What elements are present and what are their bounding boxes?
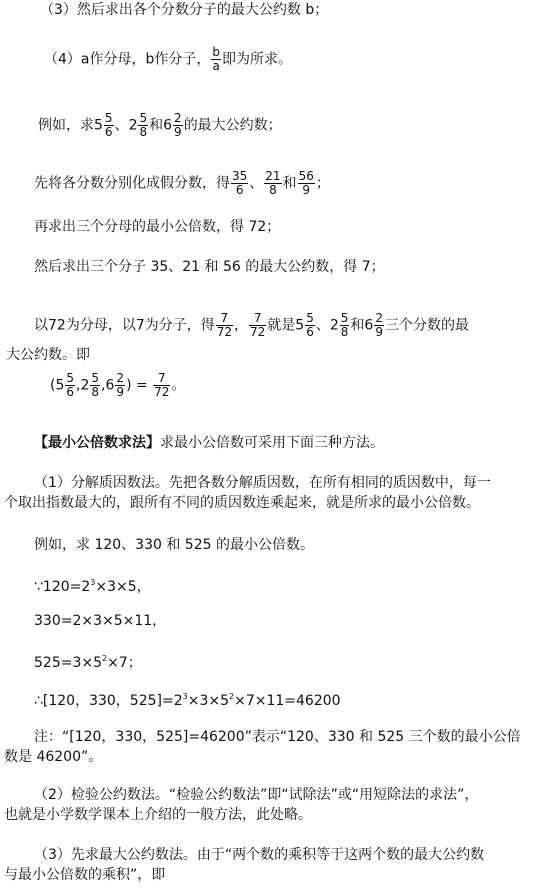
whole: 5 <box>94 117 103 134</box>
denominator: 6 <box>66 385 75 399</box>
heading-label: 【最小公倍数求法】 <box>34 435 160 451</box>
line-step4 <box>44 46 292 73</box>
whole: 6 <box>163 117 173 134</box>
text: 例如，求 <box>38 117 94 134</box>
text: 、 <box>114 117 129 134</box>
fraction <box>65 372 75 399</box>
text: ； <box>315 175 330 192</box>
fraction <box>115 372 125 399</box>
text: 的最大公约数； <box>183 117 282 134</box>
denominator: 6 <box>104 125 113 139</box>
text: （4）a作分母，b作分子， <box>44 51 211 68</box>
exponent: 2 <box>102 654 108 663</box>
text: ， <box>234 317 249 334</box>
exponent: 3 <box>182 692 188 701</box>
denominator: 8 <box>91 385 100 399</box>
text: 525=3×5 <box>34 655 102 671</box>
numerator: 2 <box>174 111 182 125</box>
method1-line2: 个取出指数最大的，跟所有不同的质因数连乘起来，就是所求的最小公倍数。 <box>4 495 480 511</box>
text: 求最小公倍数可采用下面三种方法。 <box>160 435 384 451</box>
denominator: 9 <box>302 183 311 197</box>
text: 、 <box>315 317 330 334</box>
numerator: 5 <box>340 311 349 325</box>
denominator: 6 <box>235 183 244 197</box>
text: ∵120=2 <box>34 579 91 595</box>
line-gcd-numerators: 然后求出三个分子 35、21 和 56 的最大公约数，得 7； <box>34 259 385 275</box>
fraction <box>153 372 170 399</box>
method1-line1: （1）分解质因数法。先把各数分解质因数，在所有相同的质因数中，每一 <box>34 475 491 491</box>
factor-525 <box>34 650 142 672</box>
factor-120 <box>34 574 151 596</box>
text: 就是 <box>267 317 296 334</box>
text: ( <box>50 377 56 394</box>
numerator: 5 <box>91 371 100 385</box>
whole: 6 <box>105 377 115 394</box>
section-heading-lcm <box>34 434 384 452</box>
method2-line2: 也就是小学数学课本上介绍的一般方法，此处略。 <box>4 807 312 823</box>
note-line2: 数是 46200”。 <box>4 749 103 765</box>
whole: 5 <box>295 317 305 334</box>
fraction <box>138 112 148 139</box>
denominator: 72 <box>250 325 266 339</box>
text: 和 <box>149 117 164 134</box>
fraction <box>374 312 384 339</box>
fraction <box>264 170 281 197</box>
fraction <box>90 372 100 399</box>
numerator: 2 <box>116 371 125 385</box>
denominator: 8 <box>139 125 148 139</box>
fraction <box>231 170 248 197</box>
method3-line1: （3）先求最大公约数法。由于“两个数的乘积等于这两个数的最大公约数 <box>34 847 485 863</box>
numerator: 7 <box>249 312 266 326</box>
text: ×3×5， <box>95 579 151 595</box>
line-improper-fractions <box>34 170 330 197</box>
exponent: 3 <box>90 578 96 587</box>
whole: 6 <box>364 317 374 334</box>
text: 以72为分母，以7为分子，得 <box>34 317 215 334</box>
text: 即为所求。 <box>222 51 292 68</box>
text: ×7×11=46200 <box>234 693 341 709</box>
denominator: 72 <box>216 325 233 339</box>
fraction <box>340 312 350 339</box>
line-step3: （3）然后求出各个分数分子的最大公约数 b； <box>40 2 329 18</box>
numerator: 21 <box>265 169 281 183</box>
text: 。 <box>171 377 186 394</box>
fraction <box>298 170 315 197</box>
exponent: 2 <box>229 692 235 701</box>
numerator: 7 <box>216 312 233 326</box>
text: 和 <box>350 317 365 334</box>
numerator: 5 <box>66 371 75 385</box>
text: 、 <box>249 175 264 192</box>
denominator: 72 <box>154 385 170 399</box>
text: ∴[120，330，525]=2 <box>34 693 183 709</box>
text: 三个分数的最 <box>384 317 469 334</box>
denominator: 9 <box>174 125 182 139</box>
line-gcd-formula <box>50 372 185 399</box>
numerator: 7 <box>153 372 170 386</box>
numerator: 2 <box>375 311 383 325</box>
numerator: 56 <box>298 169 314 183</box>
line-lcm-denominators: 再求出三个分母的最小公倍数，得 72； <box>34 219 281 235</box>
text: 先将各分数分别化成假分数，得 <box>34 175 230 192</box>
whole: 5 <box>55 377 65 394</box>
denominator: 9 <box>375 325 383 339</box>
text: 和 <box>282 175 297 192</box>
example-lcm: 例如，求 120、330 和 525 的最小公倍数。 <box>34 537 314 553</box>
factor-330: 330=2×3×5×11， <box>34 613 167 629</box>
text: , <box>76 377 81 394</box>
denominator: 8 <box>269 183 277 197</box>
note-line1: 注：“[120，330，525]=46200”表示“120、330 和 525 三个数的最小公倍 <box>34 729 521 745</box>
text: ×7； <box>107 655 142 671</box>
whole: 2 <box>329 317 339 334</box>
fraction <box>305 312 315 339</box>
text: ) = <box>126 377 148 394</box>
line-example-gcd <box>38 112 282 139</box>
denominator: 8 <box>340 325 349 339</box>
whole: 2 <box>80 377 90 394</box>
numerator: 5 <box>104 111 113 125</box>
method3-line2: 与最小公倍数的乘积”，即 <box>4 867 166 883</box>
lcm-result <box>34 688 341 710</box>
text: , <box>101 377 106 394</box>
line-result-fraction <box>34 312 469 339</box>
whole: 2 <box>128 117 138 134</box>
denominator: a <box>212 59 220 73</box>
numerator: b <box>212 45 220 59</box>
fraction <box>173 112 183 139</box>
fraction <box>104 112 114 139</box>
text: ×3×5 <box>187 693 230 709</box>
fraction-b-over-a <box>211 46 221 73</box>
denominator: 6 <box>306 325 314 339</box>
numerator: 5 <box>306 311 314 325</box>
line-result-continued: 大公约数。即 <box>6 347 90 363</box>
fraction <box>216 312 233 339</box>
denominator: 9 <box>116 385 125 399</box>
numerator: 5 <box>139 111 148 125</box>
method2-line1: （2）检验公约数法。“检验公约数法”即“试除法”或“用短除法的求法”， <box>34 787 479 803</box>
fraction <box>249 312 266 339</box>
numerator: 35 <box>232 169 248 183</box>
